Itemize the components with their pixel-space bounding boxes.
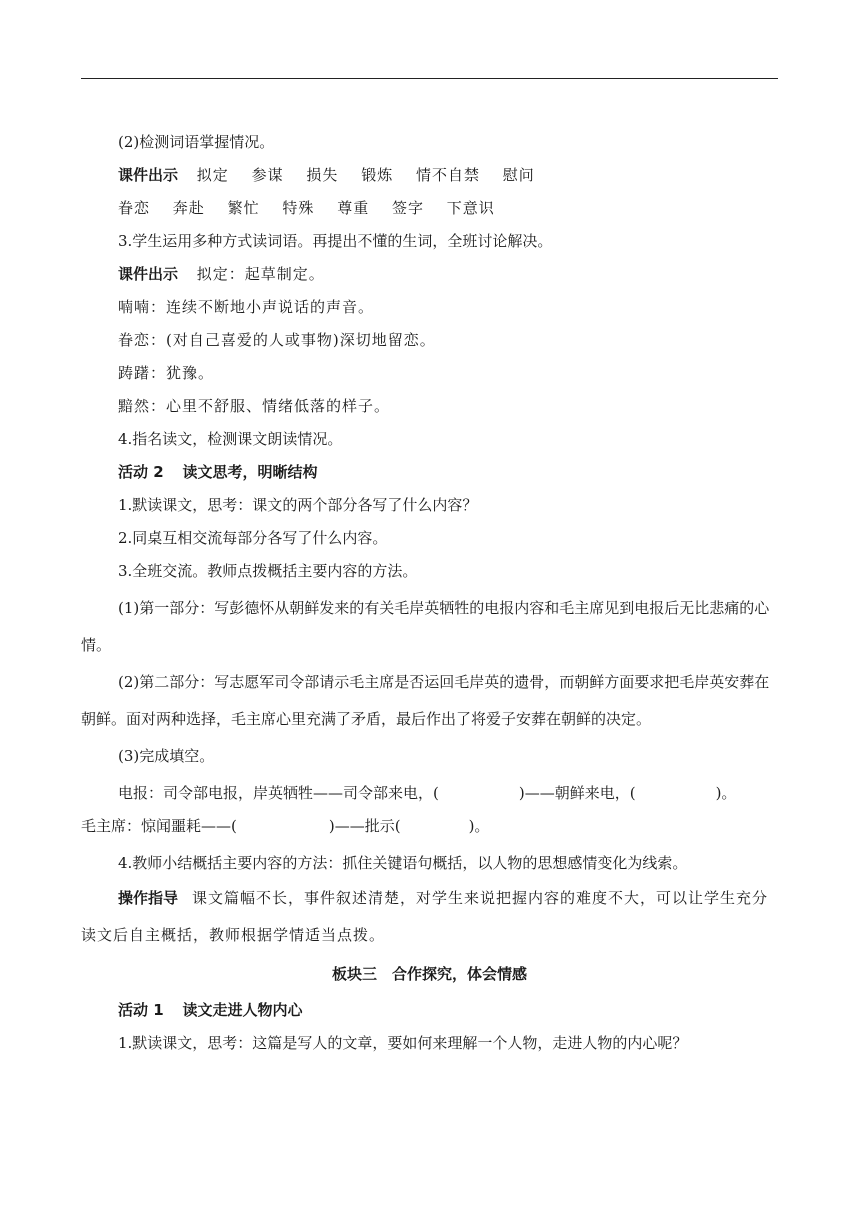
paragraph: 2.同桌互相交流每部分各写了什么内容。 — [118, 529, 388, 547]
activity-heading — [118, 994, 778, 1027]
fill-text: 毛主席：惊闻噩耗——( — [81, 817, 237, 835]
guide-text: 课文篇幅不长，事件叙述清楚，对学生来说把握内容的难度不大，可以让学生充分读文后自主概括，教师根据学情适当点拨。 — [81, 889, 769, 944]
operation-guide — [81, 880, 778, 954]
paragraph: (3)完成填空。 — [118, 747, 215, 765]
fill-text: )。 — [715, 784, 737, 802]
header-rule — [81, 78, 778, 79]
paragraph: 1.默读课文，思考：课文的两个部分各写了什么内容？ — [118, 496, 478, 514]
paragraph: 4.指名读文，检测课文朗读情况。 — [118, 430, 343, 448]
paragraph: (1)第一部分：写彭德怀从朝鲜发来的有关毛岸英牺牲的电报内容和毛主席见到电报后无比悲痛的心情。 — [81, 599, 770, 654]
vocab-word: 尊重 — [337, 199, 370, 217]
courseware-definition — [118, 258, 778, 291]
activity-title: 读文走进人物内心 — [182, 1001, 303, 1019]
guide-label: 操作指导 — [118, 889, 179, 907]
definition-text: 眷恋：(对自己喜爱的人或事物)深切地留恋。 — [118, 331, 436, 349]
definition-text: 踌躇：犹豫。 — [118, 364, 215, 382]
paragraph: 1.默读课文，思考：这篇是写人的文章，要如何来理解一个人物，走进人物的内心呢？ — [118, 1034, 688, 1052]
paragraph: 3.学生运用多种方式读词语。再提出不懂的生词，全班讨论解决。 — [118, 232, 553, 250]
definition-text: 喃喃：连续不断地小声说话的声音。 — [118, 298, 375, 316]
vocab-word: 眷恋 — [118, 199, 151, 217]
vocab-word: 情不自禁 — [415, 166, 480, 184]
vocab-word: 繁忙 — [227, 199, 260, 217]
courseware-words-row-2 — [118, 192, 778, 225]
vocab-word: 慰问 — [502, 166, 535, 184]
paragraph: 4.教师小结概括主要内容的方法：抓住关键语句概括，以人物的思想感情变化为线索。 — [118, 854, 688, 872]
fill-text: 电报：司令部电报，岸英牺牲——司令部来电，( — [118, 784, 439, 802]
vocab-word: 下意识 — [446, 199, 495, 217]
vocab-word: 特殊 — [282, 199, 315, 217]
activity-label: 活动 2 — [118, 463, 164, 481]
fill-in-row-chairman — [81, 810, 778, 843]
section-heading: 板块三 合作探究，体会情感 — [331, 965, 527, 983]
fill-text: )——朝鲜来电，( — [518, 784, 636, 802]
vocab-word: 签字 — [391, 199, 424, 217]
vocab-word: 参谋 — [251, 166, 284, 184]
activity-heading — [118, 456, 778, 489]
courseware-label: 课件出示 — [118, 166, 179, 184]
courseware-label: 课件出示 — [118, 265, 179, 283]
fill-text: )。 — [468, 817, 490, 835]
activity-title: 读文思考，明晰结构 — [182, 463, 318, 481]
vocab-word: 锻炼 — [361, 166, 394, 184]
document-body — [81, 126, 778, 1060]
definition-text: 黯然：心里不舒服、情绪低落的样子。 — [118, 397, 391, 415]
activity-label: 活动 1 — [118, 1001, 164, 1019]
courseware-words-row-1 — [118, 159, 778, 192]
fill-in-row-telegram — [118, 777, 778, 810]
paragraph: (2)第二部分：写志愿军司令部请示毛主席是否运回毛岸英的遗骨，而朝鲜方面要求把毛岸英安葬在朝鲜。面对两种选择，毛主席心里充满了矛盾，最后作出了将爱子安葬在朝鲜的决定。 — [81, 673, 770, 728]
fill-text: )——批示( — [328, 817, 401, 835]
vocab-word: 拟定 — [196, 166, 229, 184]
paragraph: 3.全班交流。教师点拨概括主要内容的方法。 — [118, 562, 418, 580]
definition-text: 拟定：起草制定。 — [196, 265, 325, 283]
paragraph: (2)检测词语掌握情况。 — [118, 133, 275, 151]
vocab-word: 损失 — [306, 166, 339, 184]
vocab-word: 奔赴 — [172, 199, 205, 217]
